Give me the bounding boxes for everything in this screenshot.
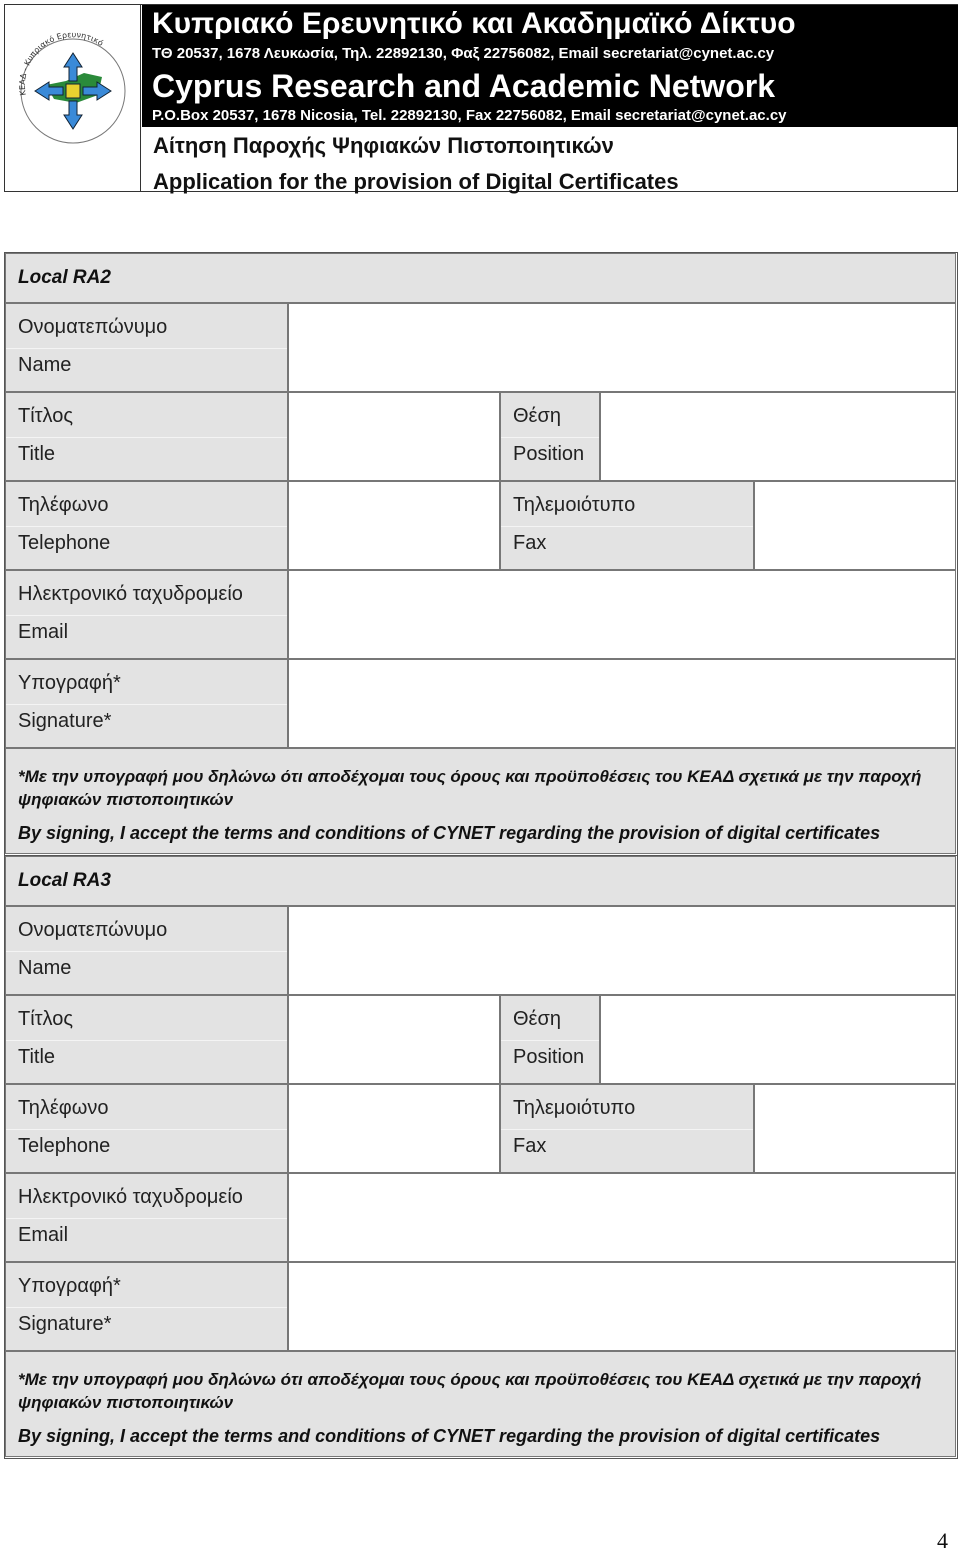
telephone-label-en: Telephone bbox=[18, 532, 111, 554]
fax-field[interactable] bbox=[754, 1084, 956, 1173]
form-title-english: Application for the provision of Digital Certificates bbox=[153, 169, 679, 194]
email-label bbox=[5, 1173, 288, 1262]
signature-label bbox=[5, 659, 288, 748]
section-title: Local RA3 bbox=[5, 856, 956, 906]
telephone-field[interactable] bbox=[288, 481, 500, 570]
terms-note-greek: *Με την υπογραφή μου δηλώνω ότι αποδέχομαι τους όρους και προϋποθέσεις του ΚΕΑΔ σχετικά με την παροχή ψηφιακών πιστοποιητικών bbox=[18, 1370, 922, 1412]
greek-organization-name: Κυπριακό Ερευνητικό και Ακαδημαϊκό Δίκτυο bbox=[142, 5, 958, 43]
position-field[interactable] bbox=[600, 392, 956, 481]
name-label-en: Name bbox=[18, 354, 72, 376]
email-label-gr: Ηλεκτρονικό ταχυδρομείο bbox=[18, 583, 243, 605]
email-label-gr: Ηλεκτρονικό ταχυδρομείο bbox=[18, 1186, 243, 1208]
section-title: Local RA2 bbox=[5, 253, 956, 303]
email-field[interactable] bbox=[288, 570, 956, 659]
fax-label-en: Fax bbox=[513, 532, 547, 554]
telephone-field[interactable] bbox=[288, 1084, 500, 1173]
form-title-greek: Αίτηση Παροχής Ψηφιακών Πιστοποιητικών bbox=[153, 133, 614, 158]
signature-label-en: Signature* bbox=[18, 710, 112, 732]
cynet-logo-icon bbox=[6, 25, 140, 175]
terms-note-english: By signing, I accept the terms and conditions of CYNET regarding the provision of digital certificates bbox=[18, 823, 881, 843]
terms-note bbox=[5, 1351, 956, 1457]
position-field[interactable] bbox=[600, 995, 956, 1084]
name-field[interactable] bbox=[288, 906, 956, 995]
terms-note-greek: *Με την υπογραφή μου δηλώνω ότι αποδέχομαι τους όρους και προϋποθέσεις του ΚΕΑΔ σχετικά με την παροχή ψηφιακών πιστοποιητικών bbox=[18, 767, 922, 809]
terms-note bbox=[5, 748, 956, 854]
fax-label-en: Fax bbox=[513, 1135, 547, 1157]
title-label-gr: Τίτλος bbox=[18, 1008, 74, 1030]
terms-note-english: By signing, I accept the terms and conditions of CYNET regarding the provision of digital certificates bbox=[18, 1426, 881, 1446]
logo bbox=[5, 5, 141, 191]
greek-address: ΤΘ 20537, 1678 Λευκωσία, Τηλ. 22892130, Φαξ 22756082, Email secretariat@cynet.ac.cy bbox=[142, 43, 958, 65]
title-field[interactable] bbox=[288, 392, 500, 481]
signature-field[interactable] bbox=[288, 659, 956, 748]
name-label-gr: Ονοματεπώνυμο bbox=[18, 919, 168, 941]
fax-label bbox=[500, 1084, 754, 1173]
fax-label-gr: Τηλεμοιότυπο bbox=[513, 1097, 636, 1119]
position-label-en: Position bbox=[513, 443, 585, 465]
position-label-en: Position bbox=[513, 1046, 585, 1068]
email-label-en: Email bbox=[18, 1224, 69, 1246]
title-label bbox=[5, 995, 288, 1084]
position-label bbox=[500, 995, 600, 1084]
title-label bbox=[5, 392, 288, 481]
position-label-gr: Θέση bbox=[513, 1008, 561, 1030]
signature-label bbox=[5, 1262, 288, 1351]
local-ra2-section bbox=[4, 252, 958, 856]
fax-label-gr: Τηλεμοιότυπο bbox=[513, 494, 636, 516]
telephone-label-gr: Τηλέφωνο bbox=[18, 1097, 109, 1119]
svg-text:ΚΕΑΔ - Κυπριακό Ερευνητικό: ΚΕΑΔ - Κυπριακό Ερευνητικό bbox=[17, 30, 105, 97]
position-label bbox=[500, 392, 600, 481]
signature-label-en: Signature* bbox=[18, 1313, 112, 1335]
email-label-en: Email bbox=[18, 621, 69, 643]
name-field[interactable] bbox=[288, 303, 956, 392]
title-field[interactable] bbox=[288, 995, 500, 1084]
page-number: 4 bbox=[937, 1528, 948, 1552]
signature-label-gr: Υπογραφή* bbox=[18, 672, 121, 694]
name-label-en: Name bbox=[18, 957, 72, 979]
letterhead bbox=[4, 4, 958, 192]
name-label bbox=[5, 906, 288, 995]
signature-field[interactable] bbox=[288, 1262, 956, 1351]
telephone-label bbox=[5, 481, 288, 570]
english-organization-name: Cyprus Research and Academic Network bbox=[142, 65, 958, 105]
title-label-en: Title bbox=[18, 1046, 56, 1068]
title-label-gr: Τίτλος bbox=[18, 405, 74, 427]
telephone-label-en: Telephone bbox=[18, 1135, 111, 1157]
name-label-gr: Ονοματεπώνυμο bbox=[18, 316, 168, 338]
title-label-en: Title bbox=[18, 443, 56, 465]
telephone-label bbox=[5, 1084, 288, 1173]
signature-label-gr: Υπογραφή* bbox=[18, 1275, 121, 1297]
english-address: P.O.Box 20537, 1678 Nicosia, Tel. 22892130, Fax 22756082, Email secretariat@cynet.ac.cy bbox=[142, 105, 958, 127]
telephone-label-gr: Τηλέφωνο bbox=[18, 494, 109, 516]
fax-label bbox=[500, 481, 754, 570]
fax-field[interactable] bbox=[754, 481, 956, 570]
email-label bbox=[5, 570, 288, 659]
position-label-gr: Θέση bbox=[513, 405, 561, 427]
email-field[interactable] bbox=[288, 1173, 956, 1262]
local-ra3-section bbox=[4, 855, 958, 1459]
name-label bbox=[5, 303, 288, 392]
